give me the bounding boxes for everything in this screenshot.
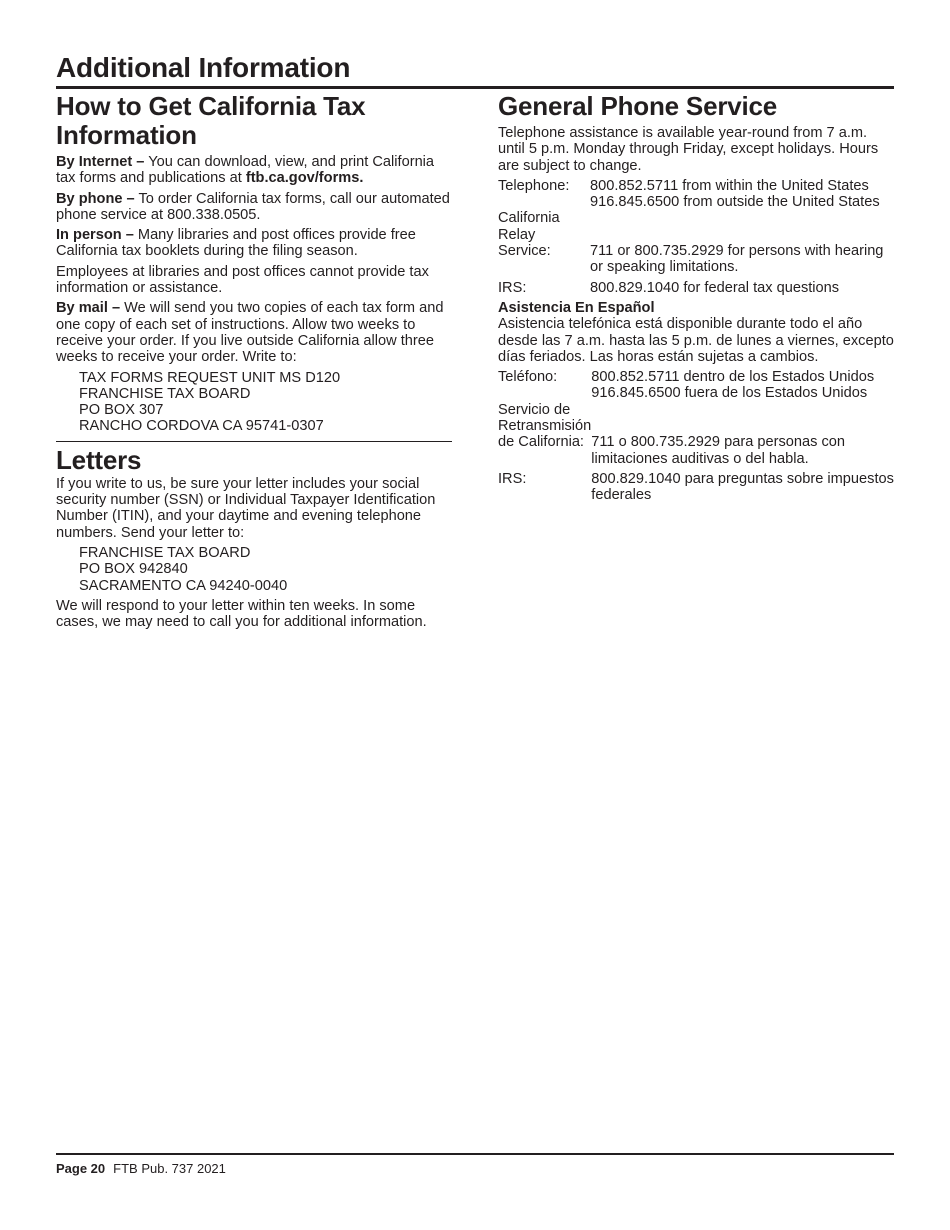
footer (56, 1161, 226, 1176)
address-line: PO BOX 307 (79, 402, 164, 419)
telephone-line: 916.845.6500 from outside the United States (590, 194, 880, 211)
es-relay-label: Servicio de (498, 401, 571, 418)
relay-label-row (498, 210, 894, 226)
in-person-paragraph (56, 227, 452, 260)
phone-service-intro: Telephone assistance is available year-round from 7 a.m. until 5 p.m. Monday through Friday, except holidays. Hours are subject to change. (498, 125, 879, 174)
mail-paragraph (56, 300, 452, 365)
irs-value: 800.829.1040 for federal tax questions (590, 279, 840, 296)
relay-label: Relay (498, 226, 536, 243)
es-irs-value: 800.829.1040 para preguntas sobre impuestos federales (591, 470, 894, 504)
es-telephone-label: Teléfono: (498, 369, 558, 386)
letters-address (79, 545, 452, 594)
phone-lead: By phone – (56, 190, 135, 207)
section-heading-letters: Letters (56, 444, 142, 475)
es-relay-row (498, 434, 894, 471)
es-irs-row (498, 471, 894, 504)
es-relay-label-row (498, 402, 894, 418)
mail-lead: By mail – (56, 300, 121, 317)
es-telephone-row (498, 369, 894, 402)
section-heading-phone-service: General Phone Service (498, 91, 778, 121)
address-line: PO BOX 942840 (79, 561, 188, 578)
letters-paragraph: If you write to us, be sure your letter includes your social security number (SSN) or Individual Taxpayer Identification Number (ITIN), and your daytime and evening telephone numbers. Send your letter to: (56, 475, 436, 541)
ftb-forms-link[interactable]: ftb.ca.gov/forms. (245, 170, 364, 187)
es-telephone-line: 916.845.6500 fuera de los Estados Unidos (591, 385, 868, 402)
internet-text: You can download, view, and print California tax forms and publications at (56, 154, 435, 187)
internet-paragraph (56, 154, 452, 187)
telephone-line: 800.852.5711 from within the United States (590, 177, 869, 194)
in-person-lead: In person – (56, 227, 134, 244)
es-relay-label-row (498, 418, 894, 434)
phone-text: To order California tax forms, call our automated phone service at 800.338.0505. (56, 190, 450, 223)
irs-label: IRS: (498, 279, 527, 296)
mail-text: We will send you two copies of each tax form and one copy of each set of instructions. Allow two weeks to receive your order. If you live outside California allow three weeks to receive your order. Write to: (56, 300, 444, 366)
publication-label: FTB Pub. 737 2021 (113, 1161, 226, 1176)
address-line: FRANCHISE TAX BOARD (79, 385, 251, 402)
section-divider (56, 441, 452, 442)
mail-address (79, 370, 452, 435)
phone-paragraph (56, 191, 452, 224)
address-line: RANCHO CORDOVA CA 95741-0307 (79, 418, 324, 435)
page-number: Page 20 (56, 1161, 106, 1176)
telephone-label: Telephone: (498, 177, 570, 194)
section-heading-get-tax-info: How to Get California Tax Information (56, 91, 366, 150)
internet-lead: By Internet – (56, 154, 145, 170)
relay-label: Service: (498, 243, 551, 260)
telephone-value (590, 178, 894, 211)
relay-row (498, 243, 894, 280)
left-column (56, 92, 452, 634)
page-title: Additional Information (56, 52, 351, 83)
es-irs-label: IRS: (498, 470, 527, 487)
es-relay-label: de California: (498, 434, 584, 451)
relay-value: 711 or 800.735.2929 for persons with hearing or speaking limitations. (590, 243, 884, 276)
es-relay-value: 711 o 800.735.2929 para personas con limitaciones auditivas o del habla. (591, 434, 845, 467)
employees-paragraph: Employees at libraries and post offices cannot provide tax information or assistance. (56, 263, 429, 297)
address-line: SACRAMENTO CA 94240-0040 (79, 577, 288, 594)
in-person-text: Many libraries and post offices provide free California tax booklets during the filing season. (56, 227, 416, 260)
spanish-phone-numbers-table (498, 369, 894, 503)
es-telephone-line: 800.852.5711 dentro de los Estados Unidos (591, 369, 875, 386)
letters-response-paragraph: We will respond to your letter within ten weeks. In some cases, we may need to call you for additional information. (56, 597, 427, 631)
address-line: FRANCHISE TAX BOARD (79, 544, 251, 561)
telephone-row (498, 178, 894, 211)
es-telephone-value (591, 369, 894, 402)
right-column (498, 92, 894, 508)
relay-label: California (498, 210, 560, 227)
phone-numbers-table (498, 178, 894, 296)
irs-row (498, 280, 894, 296)
es-relay-label: Retransmisión (498, 418, 592, 435)
address-line: TAX FORMS REQUEST UNIT MS D120 (79, 369, 341, 386)
relay-label-row (498, 227, 894, 243)
footer-divider (56, 1153, 894, 1155)
top-divider (56, 86, 894, 89)
spanish-heading: Asistencia En Español (498, 299, 655, 316)
spanish-intro: Asistencia telefónica está disponible durante todo el año desde las 7 a.m. hasta las 5 p.m. de lunes a viernes, excepto días feriados. Las horas están sujetas a cambios. (498, 316, 894, 365)
